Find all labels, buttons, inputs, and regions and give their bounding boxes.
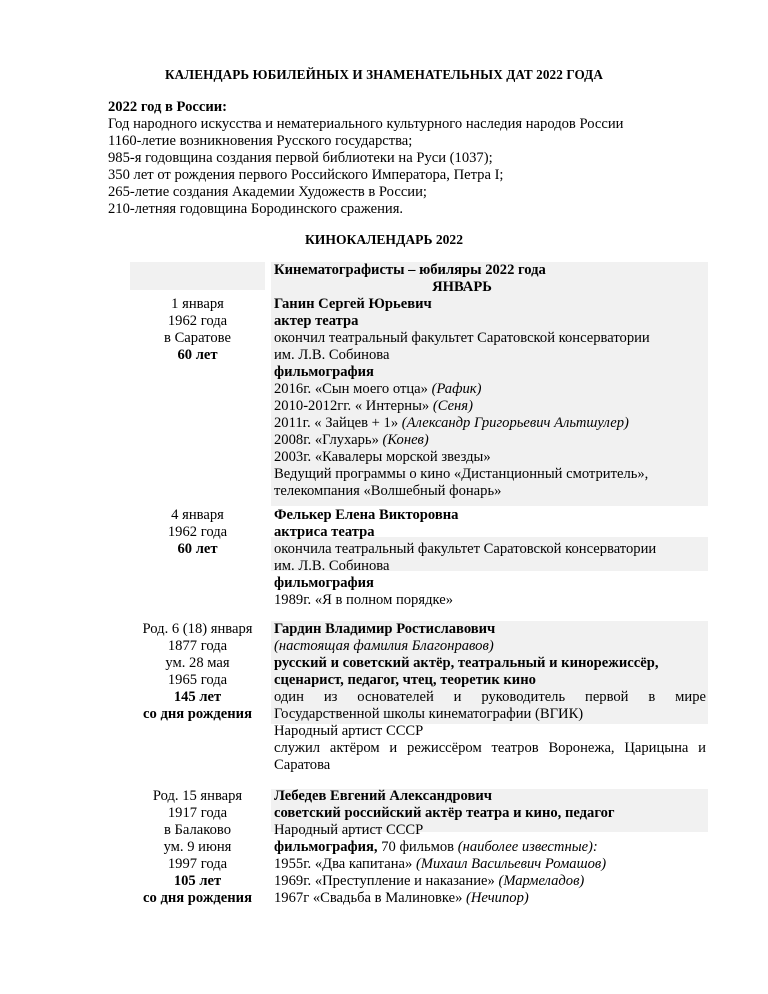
education-line: им. Л.В. Собинова: [274, 347, 390, 363]
date-line: 1917 года: [167, 805, 228, 821]
description-line: один из основателей и руководитель первой в мире: [274, 689, 706, 705]
table-header-month: ЯНВАРЬ: [432, 279, 492, 295]
kino-calendar-title: КИНОКАЛЕНДАРЬ 2022: [304, 232, 464, 247]
date-line: 1 января: [171, 296, 224, 312]
film-item: [274, 398, 706, 415]
film-item: [274, 449, 706, 466]
date-line: 1962 года: [167, 313, 228, 329]
date-line: Род. 15 января: [152, 788, 243, 804]
russia-item: 1160-летие возникновения Русского государства;: [108, 133, 413, 149]
date-line: в Саратове: [164, 330, 231, 346]
date-line: ум. 9 июня: [163, 839, 232, 855]
person-name: Гардин Владимир Ростиславович: [274, 621, 496, 637]
film-item: [274, 856, 706, 873]
film-item: [274, 415, 706, 432]
film-text: 1969г. «Преступление и наказание»: [274, 873, 499, 889]
russia-item: 985-я годовщина создания первой библиотеки на Руси (1037);: [108, 150, 493, 166]
anniversary: 145 лет: [173, 689, 222, 705]
anniversary: 60 лет: [177, 541, 218, 557]
extra-line: Ведущий программы о кино «Дистанционный смотритель»,: [274, 466, 649, 482]
film-text: (Нечипор): [466, 890, 529, 906]
person-role: сценарист, педагог, чтец, теоретик кино: [274, 672, 536, 688]
education-line: окончил театральный факультет Саратовской консерватории: [274, 330, 650, 346]
film-text: 1967г «Свадьба в Малиновке»: [274, 890, 467, 906]
entry-date-cell: [130, 296, 265, 364]
film-text: (Рафик): [431, 381, 482, 397]
person-name: Фелькер Елена Викторовна: [274, 507, 459, 523]
film-text: 2011г. « Зайцев + 1»: [274, 415, 402, 431]
anniversary-note: со дня рождения: [143, 890, 252, 906]
date-line: Род. 6 (18) января: [142, 621, 253, 637]
russia-item: Год народного искусства и нематериального культурного наследия народов России: [108, 116, 624, 132]
film-text: 1989г. «Я в полном порядке»: [274, 592, 453, 608]
document-title: КАЛЕНДАРЬ ЮБИЛЕЙНЫХ И ЗНАМЕНАТЕЛЬНЫХ ДАТ 2022 ГОДА: [165, 67, 603, 82]
film-text: 2008г. «Глухарь»: [274, 432, 383, 448]
anniversary: 60 лет: [177, 347, 218, 363]
film-item: [274, 432, 706, 449]
person-role: актер театра: [274, 313, 359, 329]
date-line: ум. 28 мая: [165, 655, 230, 671]
film-text: (Сеня): [432, 398, 473, 414]
description-line: Государственной школы кинематографии (ВГИК): [274, 706, 584, 722]
film-item: [274, 873, 706, 890]
film-text: 1955г. «Два капитана»: [274, 856, 416, 872]
person-role: актриса театра: [274, 524, 375, 540]
film-item: [274, 381, 706, 398]
date-line: 4 января: [171, 507, 224, 523]
person-title: Народный артист СССР: [274, 822, 424, 838]
film-text: 2016г. «Сын моего отца»: [274, 381, 432, 397]
entry-date-cell: [130, 507, 265, 558]
entry-info-cell: [274, 621, 706, 774]
date-line: 1965 года: [167, 672, 228, 688]
description-line: служил актёром и режиссёром театров Воронежа, Царицына и: [274, 740, 706, 756]
film-item: [274, 890, 706, 907]
table-header-title: Кинематографисты – юбиляры 2022 года: [274, 262, 546, 278]
date-line: 1877 года: [167, 638, 228, 654]
table-shade: [130, 262, 265, 290]
film-text: (Мармеладов): [498, 873, 585, 889]
film-text: (Михаил Васильевич Ромашов): [415, 856, 607, 872]
film-item: [274, 592, 706, 609]
film-text: 2003г. «Кавалеры морской звезды»: [274, 449, 491, 465]
filmography-heading: фильмография: [274, 575, 374, 591]
entry-info-cell: [274, 507, 706, 609]
date-line: 1997 года: [167, 856, 228, 872]
film-text: (Александр Григорьевич Альтшулер): [401, 415, 629, 431]
film-text: 70 фильмов: [377, 839, 458, 855]
filmography-heading-line: [274, 839, 706, 856]
person-alias: (настоящая фамилия Благонравов): [274, 638, 494, 654]
person-role: советский российский актёр театра и кино, педагог: [274, 805, 615, 821]
russia-item: 350 лет от рождения первого Российского Императора, Петра I;: [108, 167, 504, 183]
date-line: в Балаково: [163, 822, 232, 838]
anniversary: 105 лет: [173, 873, 222, 889]
education-line: окончила театральный факультет Саратовской консерватории: [274, 541, 657, 557]
film-text: (наиболее известные):: [457, 839, 598, 855]
person-name: Лебедев Евгений Александрович: [274, 788, 492, 804]
education-line: им. Л.В. Собинова: [274, 558, 390, 574]
film-text: фильмография,: [274, 839, 378, 855]
extra-line: телекомпания «Волшебный фонарь»: [274, 483, 502, 499]
entry-date-cell: [130, 621, 265, 723]
person-name: Ганин Сергей Юрьевич: [274, 296, 432, 312]
description-line: Саратова: [274, 757, 331, 773]
film-text: (Конев): [382, 432, 429, 448]
film-text: 2010-2012гг. « Интерны»: [274, 398, 433, 414]
description-line: Народный артист СССР: [274, 723, 424, 739]
entry-info-cell: [274, 296, 706, 500]
russia-heading: 2022 год в России:: [108, 99, 228, 115]
entry-date-cell: [130, 788, 265, 907]
table-header: [274, 262, 706, 296]
entry-info-cell: [274, 788, 706, 907]
person-role: русский и советский актёр, театральный и кинорежиссёр,: [274, 655, 659, 671]
anniversary-note: со дня рождения: [143, 706, 252, 722]
date-line: 1962 года: [167, 524, 228, 540]
russia-item: 210-летняя годовщина Бородинского сражения.: [108, 201, 404, 217]
filmography-heading: фильмография: [274, 364, 374, 380]
russia-item: 265-летие создания Академии Художеств в России;: [108, 184, 427, 200]
